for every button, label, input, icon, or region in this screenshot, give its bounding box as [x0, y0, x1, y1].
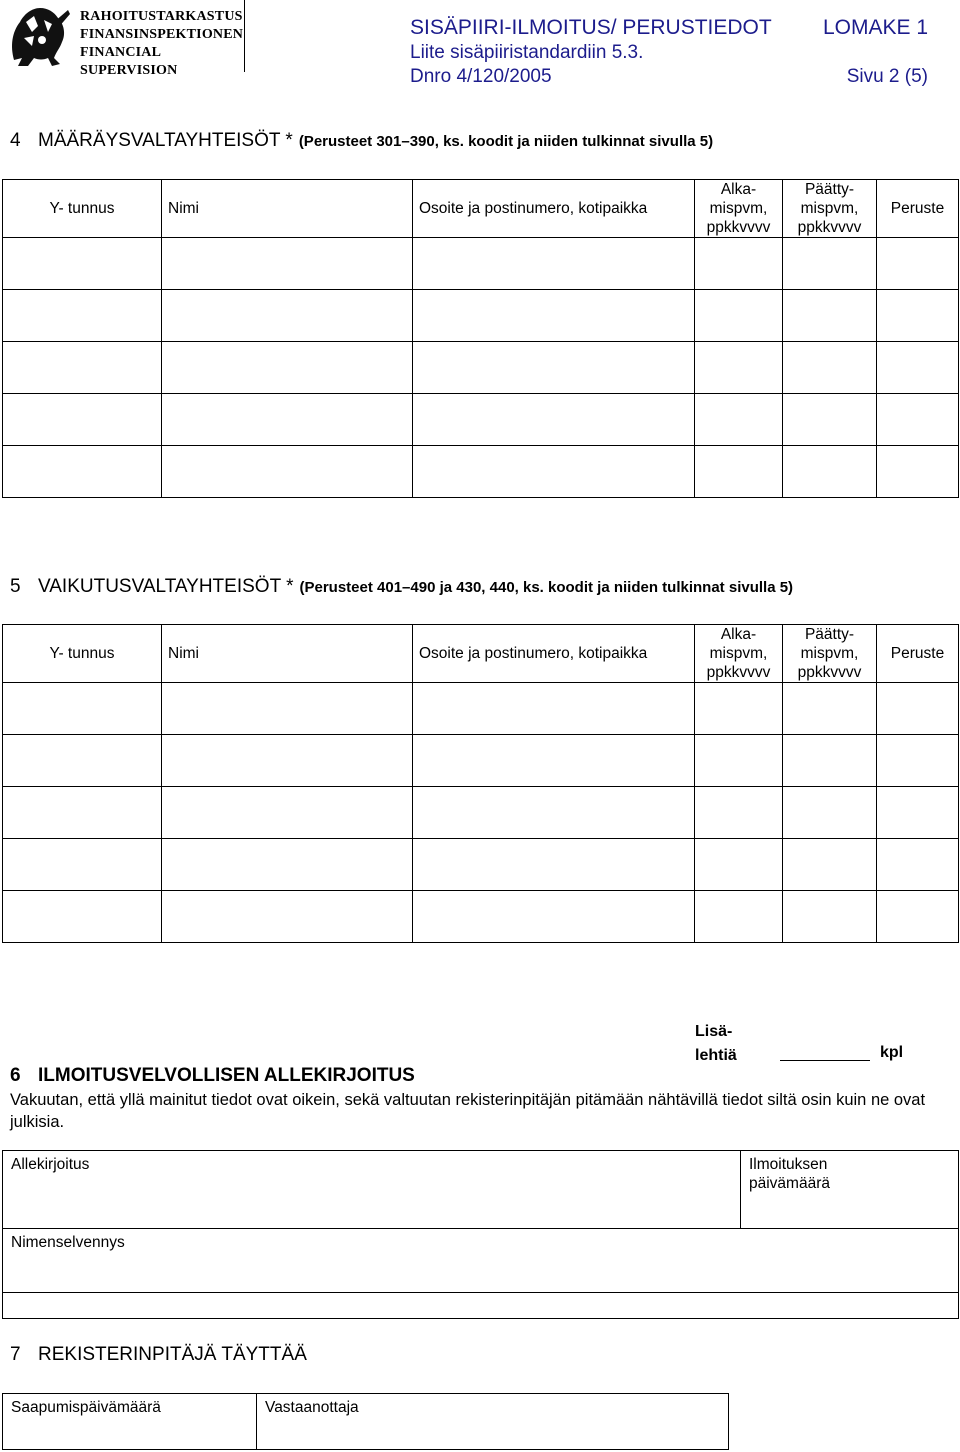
input-cell[interactable]	[695, 891, 783, 943]
table-row	[3, 394, 959, 446]
input-cell[interactable]	[695, 290, 783, 342]
col-header-end-date: Päätty- mispvm, ppkkvvvv	[783, 180, 877, 238]
notification-date-field[interactable]	[741, 1151, 959, 1229]
section-4-number: 4	[10, 130, 21, 151]
input-cell[interactable]	[162, 787, 413, 839]
input-cell[interactable]	[783, 342, 877, 394]
input-cell[interactable]	[413, 735, 695, 787]
section-7-number: 7	[10, 1344, 21, 1365]
table-row	[3, 238, 959, 290]
section-5-number: 5	[10, 576, 21, 597]
section-4-table	[2, 179, 959, 498]
input-cell[interactable]	[413, 238, 695, 290]
input-cell[interactable]	[783, 891, 877, 943]
attachments-label-line-2: lehtiä	[695, 1047, 737, 1064]
input-cell[interactable]	[695, 238, 783, 290]
date-label-line-2: päivämäärä	[749, 1175, 830, 1192]
col-header-address: Osoite ja postinumero, kotipaikka	[413, 180, 695, 238]
input-cell[interactable]	[3, 394, 162, 446]
col-header-start-date: Alka- mispvm, ppkkvvvv	[695, 180, 783, 238]
section-5-note: (Perusteet 401–490 ja 430, 440, ks. koodit ja niiden tulkinnat sivulla 5)	[299, 579, 794, 596]
page-number: Sivu 2 (5)	[846, 66, 928, 87]
input-cell[interactable]	[695, 446, 783, 498]
signature-table	[2, 1150, 959, 1319]
input-cell[interactable]	[783, 238, 877, 290]
input-cell[interactable]	[877, 839, 959, 891]
input-cell[interactable]	[413, 787, 695, 839]
receiver-field[interactable]	[257, 1394, 729, 1450]
input-cell[interactable]	[162, 290, 413, 342]
logo-line-3: FINANCIAL SUPERVISION	[80, 45, 178, 78]
section-7-heading	[10, 1344, 307, 1366]
table-header-row	[3, 180, 959, 238]
form-title: SISÄPIIRI-ILMOITUS/ PERUSTIEDOT	[410, 16, 772, 39]
input-cell[interactable]	[3, 787, 162, 839]
section-6-heading	[10, 1065, 415, 1087]
section-4-note: (Perusteet 301–390, ks. koodit ja niiden tulkinnat sivulla 5)	[298, 133, 714, 150]
table-header-row	[3, 625, 959, 683]
col-header-y-tunnus: Y- tunnus	[3, 625, 162, 683]
input-cell[interactable]	[162, 342, 413, 394]
col-header-nimi: Nimi	[162, 625, 413, 683]
input-cell[interactable]	[783, 290, 877, 342]
input-cell[interactable]	[877, 342, 959, 394]
input-cell[interactable]	[413, 394, 695, 446]
attachments-label-line-1: Lisä-	[695, 1023, 733, 1040]
input-cell[interactable]	[877, 787, 959, 839]
section-7-title: REKISTERINPITÄJÄ TÄYTTÄÄ	[38, 1344, 307, 1365]
input-cell[interactable]	[162, 735, 413, 787]
input-cell[interactable]	[162, 446, 413, 498]
input-cell[interactable]	[877, 891, 959, 943]
input-cell[interactable]	[162, 891, 413, 943]
section-4-title: MÄÄRÄYSVALTAYHTEISÖT *	[38, 130, 293, 151]
form-subtitle: Liite sisäpiiristandardiin 5.3.	[410, 42, 644, 63]
section-6-title: ILMOITUSVELVOLLISEN ALLEKIRJOITUS	[38, 1065, 415, 1086]
input-cell[interactable]	[877, 735, 959, 787]
input-cell[interactable]	[783, 446, 877, 498]
table-row	[3, 891, 959, 943]
input-cell[interactable]	[162, 683, 413, 735]
input-cell[interactable]	[695, 839, 783, 891]
input-cell[interactable]	[695, 342, 783, 394]
attachments-unit: kpl	[880, 1044, 904, 1061]
table-row	[3, 290, 959, 342]
blank-row	[3, 1293, 959, 1319]
input-cell[interactable]	[877, 290, 959, 342]
input-cell[interactable]	[3, 446, 162, 498]
input-cell[interactable]	[877, 446, 959, 498]
declaration-text: Vakuutan, että yllä mainitut tiedot ovat oikein, sekä valtuutan rekisterinpitäjän pitämään nähtävillä tiedot siltä osin kuin ne ovat julkisia.	[10, 1091, 926, 1131]
table-row	[3, 839, 959, 891]
input-cell[interactable]	[413, 683, 695, 735]
document-number: Dnro 4/120/2005	[410, 66, 552, 87]
input-cell[interactable]	[877, 238, 959, 290]
received-date-label: Saapumispäivämäärä	[11, 1399, 161, 1416]
input-cell[interactable]	[413, 891, 695, 943]
input-cell[interactable]	[162, 394, 413, 446]
input-cell[interactable]	[877, 394, 959, 446]
attachments-label	[695, 1020, 737, 1068]
date-label-line-1: Ilmoituksen	[749, 1156, 828, 1173]
input-cell[interactable]	[783, 787, 877, 839]
section-5-title: VAIKUTUSVALTAYHTEISÖT *	[38, 576, 294, 597]
received-date-field[interactable]	[3, 1394, 257, 1450]
input-cell[interactable]	[695, 683, 783, 735]
input-cell[interactable]	[162, 238, 413, 290]
input-cell[interactable]	[162, 839, 413, 891]
logo-line-2: FINANSINSPEKTIONEN	[80, 27, 244, 42]
section-4-heading	[10, 130, 713, 152]
input-cell[interactable]	[3, 891, 162, 943]
header-divider	[244, 0, 245, 72]
input-cell[interactable]	[877, 683, 959, 735]
form-number: LOMAKE 1	[822, 16, 928, 39]
input-cell[interactable]	[3, 683, 162, 735]
table-row	[3, 342, 959, 394]
input-cell[interactable]	[3, 290, 162, 342]
col-header-y-tunnus: Y- tunnus	[3, 180, 162, 238]
input-cell[interactable]	[413, 839, 695, 891]
section-5-table	[2, 624, 959, 943]
input-cell[interactable]	[3, 238, 162, 290]
input-cell[interactable]	[413, 290, 695, 342]
name-clarification-field[interactable]	[3, 1229, 959, 1293]
col-header-peruste: Peruste	[877, 180, 959, 238]
input-cell[interactable]	[783, 394, 877, 446]
input-cell[interactable]	[695, 735, 783, 787]
col-header-peruste: Peruste	[877, 625, 959, 683]
col-header-end-date: Päätty- mispvm, ppkkvvvv	[783, 625, 877, 683]
authority-logo	[4, 2, 248, 78]
table-row	[3, 787, 959, 839]
table-row	[3, 446, 959, 498]
lion-crest-icon	[4, 2, 76, 72]
name-clarification-label: Nimenselvennys	[11, 1234, 125, 1251]
registrar-table	[2, 1393, 729, 1450]
input-cell[interactable]	[3, 342, 162, 394]
table-row	[3, 683, 959, 735]
input-cell[interactable]	[413, 446, 695, 498]
input-cell[interactable]	[695, 394, 783, 446]
input-cell[interactable]	[783, 735, 877, 787]
input-cell[interactable]	[783, 683, 877, 735]
receiver-label: Vastaanottaja	[265, 1399, 359, 1416]
col-header-nimi: Nimi	[162, 180, 413, 238]
section-5-heading	[10, 576, 793, 598]
table-row	[3, 735, 959, 787]
signature-field[interactable]	[3, 1151, 741, 1229]
input-cell[interactable]	[413, 342, 695, 394]
col-header-address: Osoite ja postinumero, kotipaikka	[413, 625, 695, 683]
logo-line-1: RAHOITUSTARKASTUS	[80, 9, 243, 24]
input-cell[interactable]	[783, 839, 877, 891]
signature-label: Allekirjoitus	[11, 1156, 90, 1173]
section-6-number: 6	[10, 1065, 21, 1086]
col-header-start-date: Alka- mispvm, ppkkvvvv	[695, 625, 783, 683]
input-cell[interactable]	[3, 839, 162, 891]
input-cell[interactable]	[695, 787, 783, 839]
input-cell[interactable]	[3, 735, 162, 787]
attachments-count-field[interactable]	[780, 1060, 870, 1061]
